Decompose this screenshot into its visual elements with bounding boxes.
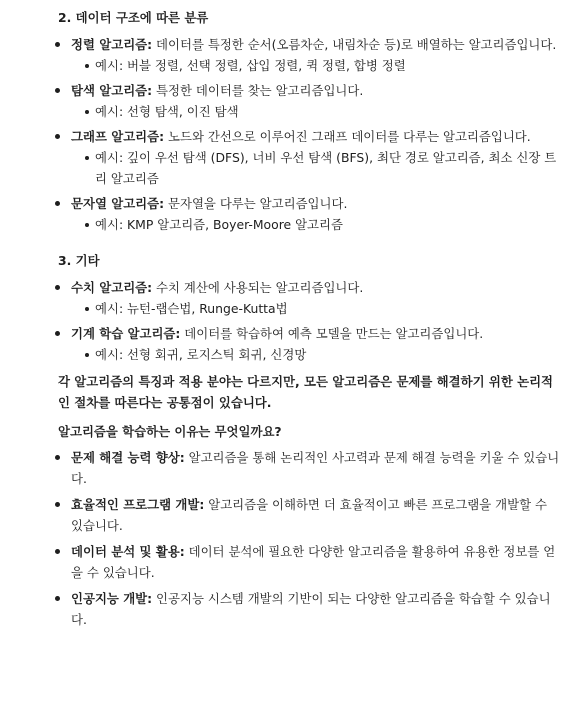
item-description: 인공지능 시스템 개발의 기반이 되는 다양한 알고리즘을 학습할 수 있습니다. <box>71 591 551 627</box>
list-item <box>58 80 561 122</box>
item-description: 수치 계산에 사용되는 알고리즘입니다. <box>152 280 364 295</box>
sub-list <box>81 344 561 365</box>
item-title: 그래프 알고리즘: <box>71 129 165 144</box>
question-paragraph: 알고리즘을 학습하는 이유는 무엇일까요? <box>58 424 282 439</box>
item-description: 문자열을 다루는 알고리즘입니다. <box>164 196 348 211</box>
item-title: 수치 알고리즘: <box>71 280 153 295</box>
item-description: 알고리즘을 이해하면 더 효율적이고 빠른 프로그램을 개발할 수 있습니다. <box>71 497 547 533</box>
item-description: 데이터를 학습하여 예측 모델을 만드는 알고리즘입니다. <box>180 326 484 341</box>
item-title: 탐색 알고리즘: <box>71 83 153 98</box>
item-description: 노드와 간선으로 이루어진 그래프 데이터를 다루는 알고리즘입니다. <box>164 129 531 144</box>
item-description: 특정한 데이터를 찾는 알고리즘입니다. <box>152 83 364 98</box>
item-description: 알고리즘을 통해 논리적인 사고력과 문제 해결 능력을 키울 수 있습니다. <box>71 450 560 486</box>
sub-list <box>81 101 561 122</box>
sub-list-item: 예시: 뉴턴-랩슨법, Runge-Kutta법 <box>81 298 561 319</box>
sub-list-item: 예시: 선형 탐색, 이진 탐색 <box>81 101 561 122</box>
list-item <box>58 126 561 189</box>
sub-list <box>81 55 561 76</box>
item-description: 데이터 분석에 필요한 다양한 알고리즘을 활용하여 유용한 정보를 얻을 수 있습니다. <box>71 544 556 580</box>
bullet-list <box>58 277 561 365</box>
item-title: 문자열 알고리즘: <box>71 196 165 211</box>
list-item <box>58 34 561 76</box>
summary-paragraph: 각 알고리즘의 특징과 적용 분야는 다르지만, 모든 알고리즘은 문제를 해결하기 위한 논리적인 절차를 따른다는 공통점이 있습니다. <box>58 374 554 410</box>
sub-list <box>81 147 561 189</box>
sub-list-item: 예시: 버블 정렬, 선택 정렬, 삽입 정렬, 퀵 정렬, 합병 정렬 <box>81 55 561 76</box>
section-heading: 2. 데이터 구조에 따른 분류 <box>58 10 209 25</box>
item-description: 데이터를 특정한 순서(오름차순, 내림차순 등)로 배열하는 알고리즘입니다. <box>152 37 557 52</box>
list-item <box>58 193 561 235</box>
item-title: 문제 해결 능력 향상: <box>71 450 185 465</box>
sub-list <box>81 298 561 319</box>
list-item <box>58 447 561 489</box>
list-item <box>58 323 561 365</box>
section-heading: 3. 기타 <box>58 253 100 268</box>
item-title: 정렬 알고리즘: <box>71 37 153 52</box>
item-title: 기계 학습 알고리즘: <box>71 326 181 341</box>
sub-list-item: 예시: 선형 회귀, 로지스틱 회귀, 신경망 <box>81 344 561 365</box>
item-title: 효율적인 프로그램 개발: <box>71 497 205 512</box>
item-title: 인공지능 개발: <box>71 591 153 606</box>
list-item <box>58 494 561 536</box>
list-item <box>58 541 561 583</box>
list-item <box>58 277 561 319</box>
sub-list <box>81 214 561 235</box>
bullet-list <box>58 34 561 235</box>
list-item <box>58 588 561 630</box>
sub-list-item: 예시: 깊이 우선 탐색 (DFS), 너비 우선 탐색 (BFS), 최단 경로 알고리즘, 최소 신장 트리 알고리즘 <box>81 147 561 189</box>
reasons-list <box>58 447 561 630</box>
item-title: 데이터 분석 및 활용: <box>71 544 185 559</box>
sub-list-item: 예시: KMP 알고리즘, Boyer-Moore 알고리즘 <box>81 214 561 235</box>
